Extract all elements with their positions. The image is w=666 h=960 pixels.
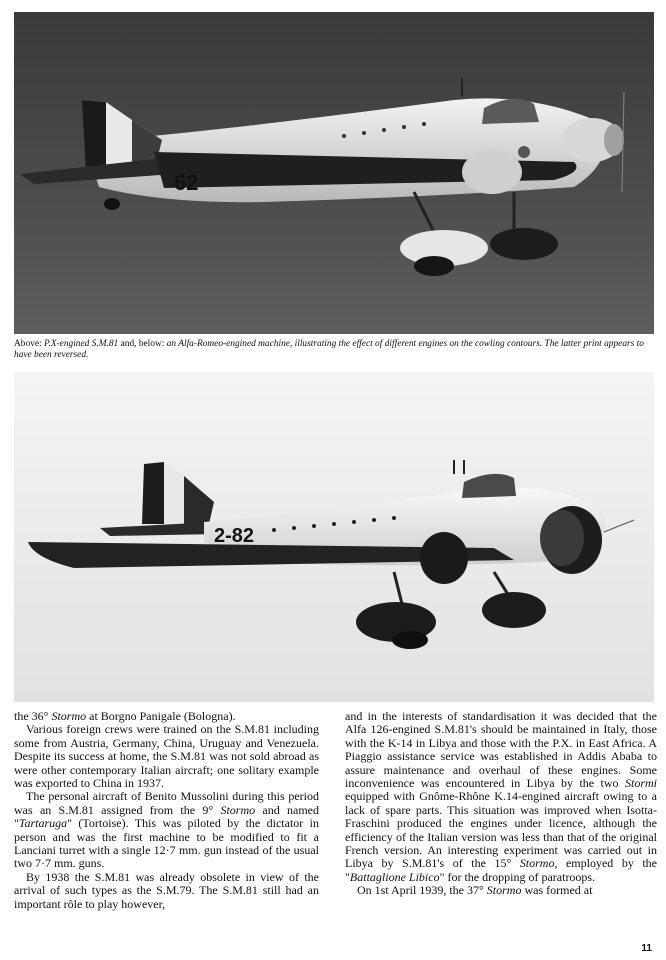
caption-lead-below: and, below: — [118, 339, 167, 349]
text-run: and named " — [14, 802, 319, 831]
text-run: , employed by the " — [345, 856, 658, 884]
text-run: at Borgno Panigale (Bologna). — [86, 709, 236, 723]
text-run-italic: Tartaruga — [18, 816, 68, 831]
text-run-italic: Stormo — [220, 802, 256, 817]
text-run-italic: Stormi — [624, 776, 657, 791]
text-run: the 36° — [14, 709, 52, 723]
text-run-italic: Stormo — [519, 856, 555, 871]
fuselage-number-top: 62 — [174, 170, 199, 195]
text-run: The personal aircraft of Benito Mussolini during this period was an S.M.81 assigned from the 9° — [14, 789, 319, 817]
text-column-right — [345, 710, 657, 898]
text-run-italic: Battaglione Libico — [349, 869, 440, 884]
paragraph — [345, 884, 657, 897]
paragraph — [14, 790, 319, 870]
paragraph — [14, 710, 319, 723]
caption-px-engined: P.X-engined S.M.81 — [43, 339, 119, 349]
text-run: was formed at — [521, 883, 593, 898]
text-run: On 1st April 1939, the 37° — [357, 883, 487, 898]
caption-alfa-romeo: an Alfa-Romeo-engined machine, illustrating the effect of different engines on the cowling contours. The latter print appears to have been reversed. — [14, 339, 644, 360]
aircraft-photo-top — [14, 12, 654, 334]
paragraph — [345, 710, 657, 884]
text-run-italic: Stormo — [51, 709, 87, 723]
aircraft-photo-bottom — [14, 372, 654, 702]
text-run: equipped with Gnôme-Rhône K.14-engined aircraft owing to a lack of spare parts. This situation was improved when Isotta-Fraschini produced the engines under licence, although the efficiency of the Italian version was less than that of the original French version. An interesting experiment was carried out in Libya by S.M.81's of the 15° — [345, 789, 657, 871]
text-run-italic: Stormo — [486, 883, 522, 898]
text-run: and in the interests of standardisation it was decided that the Alfa 126-engined S.M.81's should be maintained in Italy, those with the K-14 in Libya and those with the P.X. in East Africa. A Piaggio assistance service was established in Addis Ababa to assure maintenance and overhaul of these engines. Some inconvenience was encountered in Libya by the two — [345, 709, 657, 791]
figure-caption — [14, 339, 656, 361]
paragraph: By 1938 the S.M.81 was already obsolete in view of the arrival of such types as the S.M.79. The S.M.81 still had an important rôle to play however, — [14, 869, 319, 911]
caption-lead-above: Above: — [14, 339, 44, 349]
text-run: " for the dropping of paratroops. — [439, 869, 596, 884]
fuselage-number-bottom: 2-82 — [214, 525, 255, 547]
photo-alfa-romeo-engined-sm81 — [14, 372, 654, 702]
text-run: " (Tortoise). This was piloted by the dictator in person and was the first machine to be modified to fit a Lanciani turret with a single 12·7 mm. gun instead of the usual two 7·7 mm. guns. — [14, 816, 319, 871]
text-column-left — [14, 710, 319, 911]
photo-px-engined-sm81 — [14, 12, 654, 334]
paragraph: Various foreign crews were trained on the S.M.81 including some from Austria, Germany, China, Uruguay and Venezuela. Despite its success at home, the S.M.81 was not sold abroad as were other contemporary Italian aircraft; one solitary example was exported to China in 1937. — [14, 722, 319, 791]
page-number: 11 — [641, 943, 652, 954]
